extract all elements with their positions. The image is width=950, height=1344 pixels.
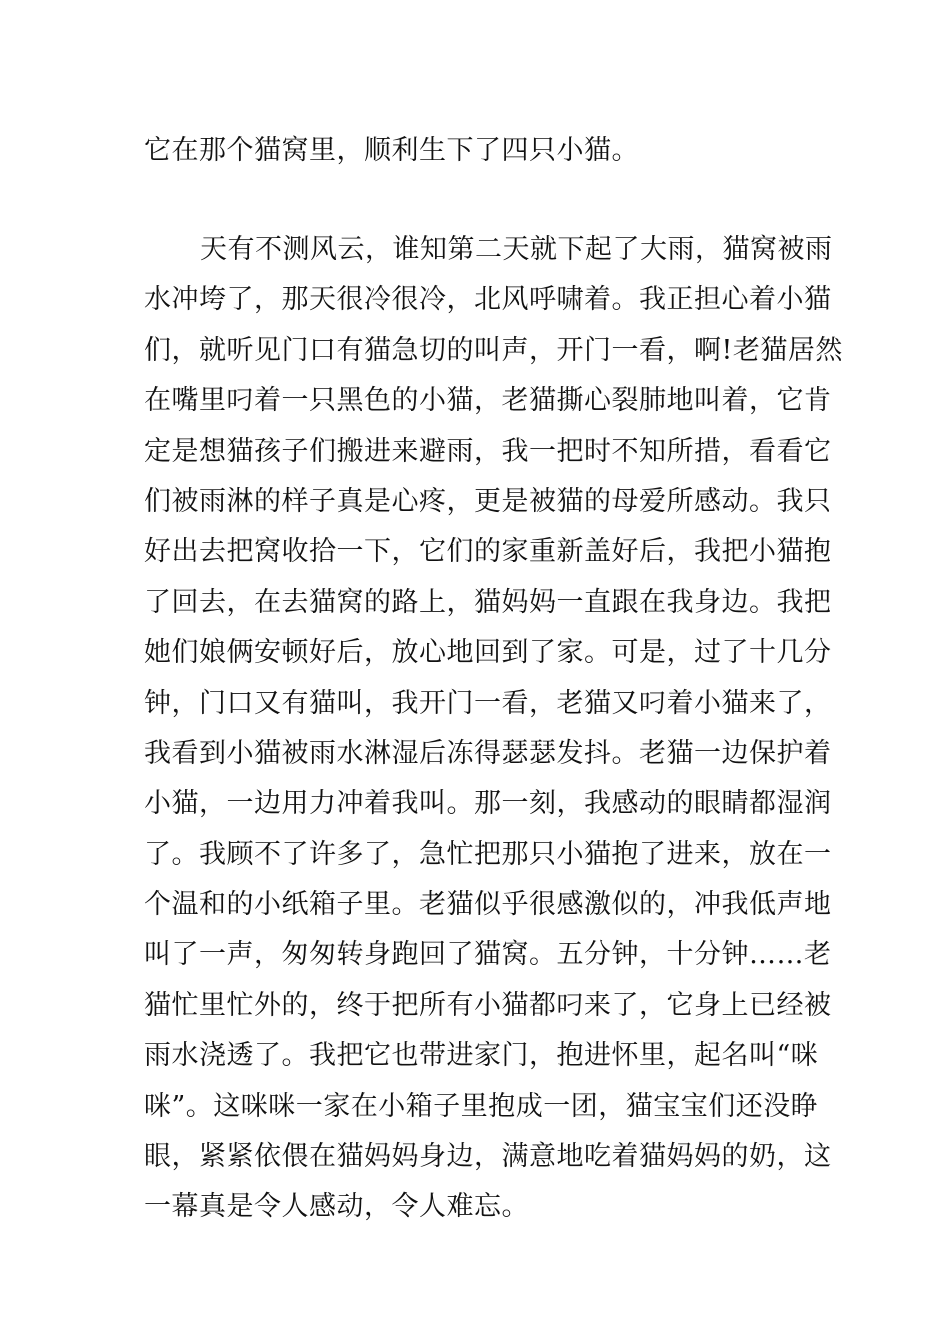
text-line: 咪”。这咪咪一家在小箱子里抱成一团，猫宝宝们还没睁 — [144, 1090, 819, 1122]
text-line: 水冲垮了，那天很冷很冷，北风呼啸着。我正担心着小猫 — [144, 284, 832, 316]
text-line: 小猫，一边用力冲着我叫。那一刻，我感动的眼睛都湿润 — [144, 788, 832, 820]
text-line: 在嘴里叼着一只黑色的小猫，老猫撕心裂肺地叫着，它肯 — [144, 385, 832, 417]
text-line: 们被雨淋的样子真是心疼，更是被猫的母爱所感动。我只 — [144, 485, 832, 517]
text-line: 钟，门口又有猫叫，我开门一看，老猫又叼着小猫来了， — [144, 687, 832, 719]
paragraph-2 — [144, 225, 843, 1233]
text-line: 定是想猫孩子们搬进来避雨，我一把时不知所措，看看它 — [144, 435, 832, 467]
text-line: 好出去把窝收拾一下，它们的家重新盖好后，我把小猫抱 — [144, 536, 832, 568]
text-line: 一幕真是令人感动，令人难忘。 — [144, 1191, 529, 1223]
text-line: 天有不测风云，谁知第二天就下起了大雨，猫窝被雨 — [200, 234, 833, 265]
text-line: 了回去，在去猫窝的路上，猫妈妈一直跟在我身边。我把 — [144, 586, 832, 618]
text-line: 眼，紧紧依偎在猫妈妈身边，满意地吃着猫妈妈的奶，这 — [144, 1141, 832, 1173]
text-line: 它在那个猫窝里，顺利生下了四只小猫。 — [144, 135, 639, 166]
text-line: 我看到小猫被雨水淋湿后冻得瑟瑟发抖。老猫一边保护着 — [144, 737, 832, 769]
text-line: 叫了一声，匆匆转身跑回了猫窝。五分钟，十分钟……老 — [144, 939, 832, 971]
text-line: 雨水浇透了。我把它也带进家门，抱进怀里，起名叫“咪 — [144, 1040, 819, 1072]
text-line: 个温和的小纸箱子里。老猫似乎很感激似的，冲我低声地 — [144, 889, 832, 921]
text-line: 了。我顾不了许多了，急忙把那只小猫抱了进来，放在一 — [144, 838, 832, 870]
text-line: 猫忙里忙外的，终于把所有小猫都叼来了，它身上已经被 — [144, 989, 832, 1021]
paragraph-1 — [144, 126, 814, 176]
text-line: 她们娘俩安顿好后，放心地回到了家。可是，过了十几分 — [144, 637, 832, 669]
text-line: 们，就听见门口有猫急切的叫声，开门一看，啊!老猫居然 — [144, 334, 843, 366]
